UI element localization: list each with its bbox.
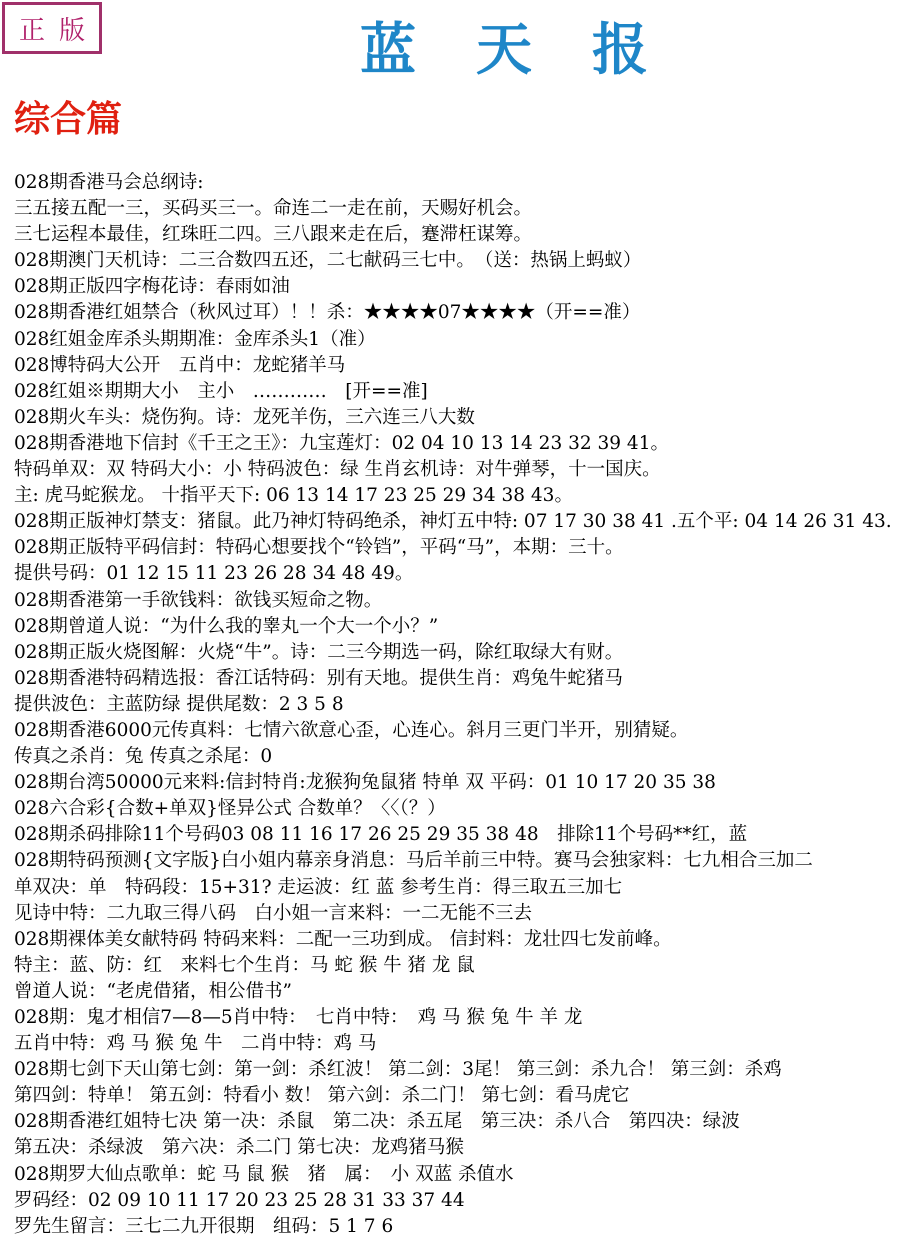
text-line: 028期特码预测{文字版}白小姐内幕亲身消息：马后羊前三中特。赛马会独家料：七九相合三加二 (14, 850, 813, 872)
text-line: 028期香港马会总纲诗: (14, 172, 204, 193)
text-line: 028期火车头：烧伤狗。诗：龙死羊伤，三六连三八大数 (14, 406, 475, 428)
text-line: 028红姐※期期大小 主小 ………… [开==准] (14, 380, 428, 402)
text-line: 主: 虎马蛇猴龙。 十指平天下: 06 13 14 17 23 25 29 34 38 43。 (14, 485, 573, 507)
text-line: 028期香港地下信封《千王之王》：九宝莲灯：02 04 10 13 14 23 32 39 41。 (14, 432, 669, 454)
text-line: 028期曾道人说：“为什么我的睾丸一个大一个小？” (14, 615, 439, 637)
text-line: 028期澳门天机诗：二三合数四五还，二七献码三七中。 （送：热锅上蚂蚁） (14, 250, 642, 272)
text-line: 028期正版四字梅花诗：春雨如油 (14, 276, 290, 298)
text-line: 单双决：单 特码段：15+31? 走运波：红 蓝 参考生肖：得三取五三加七 (14, 876, 623, 898)
text-line: 见诗中特：二九取三得八码 白小姐一言来料：一二无能不三去 (14, 902, 533, 924)
text-line: 特主：蓝、防：红 来料七个生肖：马 蛇 猴 牛 猪 龙 鼠 (14, 954, 475, 976)
text-line: 特码单双：双 特码大小：小 特码波色：绿 生肖玄机诗：对牛弹琴，十一国庆。 (14, 459, 661, 481)
section-heading: 综合篇 (14, 98, 123, 140)
text-line: 028期裸体美女献特码 特码来料：二配一三功到成。 信封料：龙壮四七发前峰。 (14, 928, 672, 950)
text-line: 028红姐金库杀头期期准：金库杀头1（准） (14, 328, 376, 350)
text-line: 028期杀码排除11个号码03 08 11 16 17 26 25 29 35 38 48 排除11个号码**红，蓝 (14, 824, 748, 846)
newspaper-title: 蓝天报 (360, 17, 708, 83)
text-line: 提供号码：01 12 15 11 23 26 28 34 48 49。 (14, 563, 414, 585)
text-line: 罗先生留言：三七二九开很期 组码：5 1 7 6 (14, 1215, 394, 1237)
text-line: 罗码经：02 09 10 11 17 20 23 25 28 31 33 37 44 (14, 1189, 465, 1211)
text-line: 028期台湾50000元来料:信封特肖:龙猴狗兔鼠猪 特单 双 平码：01 10 17 20 35 38 (14, 772, 716, 794)
text-line: 028期正版特平码信封：特码心想要找个“铃铛”，平码“马”，本期：三十。 (14, 537, 624, 559)
text-line: 028期香港6000元传真料：七情六欲意心歪，心连心。斜月三更门半开，别猜疑。 (14, 719, 689, 741)
text-line: 第四剑：特单！ 第五剑：特看小 数！ 第六剑：杀二门！ 第七剑：看马虎它 (14, 1085, 630, 1107)
text-line: 028期：鬼才相信7—8—5肖中特： 七肖中特： 鸡 马 猴 兔 牛 羊 龙 (14, 1007, 583, 1028)
text-line: 028期香港红姐特七决 第一决：杀鼠 第二决：杀五尾 第三决：杀八合 第四决：绿波 (14, 1111, 740, 1133)
text-line: 028期正版火烧图解：火烧“牛”。诗：二三今期选一码，除红取绿大有财。 (14, 641, 624, 663)
text-line: 028博特码大公开 五肖中：龙蛇猪羊马 (14, 354, 346, 376)
text-line: 传真之杀肖：兔 传真之杀尾：0 (14, 746, 273, 768)
text-line: 提供波色：主蓝防绿 提供尾数：2 3 5 8 (14, 693, 344, 715)
text-line: 第五决：杀绿波 第六决：杀二门 第七决：龙鸡猪马猴 (14, 1137, 464, 1159)
text-line: 曾道人说：“老虎借猪，相公借书” (14, 980, 292, 1002)
text-line: 028期香港第一手欲钱料：欲钱买短命之物。 (14, 589, 383, 611)
content-lines (14, 170, 898, 1240)
text-line: 028六合彩{合数+单双}怪异公式 合数单？〈〈（？） (14, 798, 446, 820)
text-line: 028期正版神灯禁支：猪鼠。此乃神灯特码绝杀，神灯五中特: 07 17 30 38 41 .五个平: 04 14 26 31 43. (14, 511, 892, 533)
text-line: 028期香港红姐禁合（秋风过耳）！！杀：★★★★07★★★★（开==准） (14, 302, 641, 324)
edition-badge: 正版 (2, 2, 102, 54)
text-line: 028期罗大仙点歌单：蛇 马 鼠 猴 猪 属： 小 双蓝 杀值水 (14, 1163, 514, 1185)
text-line: 三七运程本最佳，红珠旺二四。三八跟来走在后，蹇滞枉谋筹。 (14, 224, 533, 246)
text-line: 028期七剑下天山第七剑：第一剑：杀红波！ 第二剑：3尾！ 第三剑：杀九合！ 第三剑：杀鸡 (14, 1059, 782, 1081)
text-line: 五肖中特：鸡 马 猴 兔 牛 二肖中特：鸡 马 (14, 1033, 377, 1055)
text-line: 028期香港特码精选报：香江话特码：别有天地。提供生肖：鸡兔牛蛇猪马 (14, 667, 623, 689)
text-line: 三五接五配一三，买码买三一。命连二一走在前，天赐好机会。 (14, 198, 533, 220)
